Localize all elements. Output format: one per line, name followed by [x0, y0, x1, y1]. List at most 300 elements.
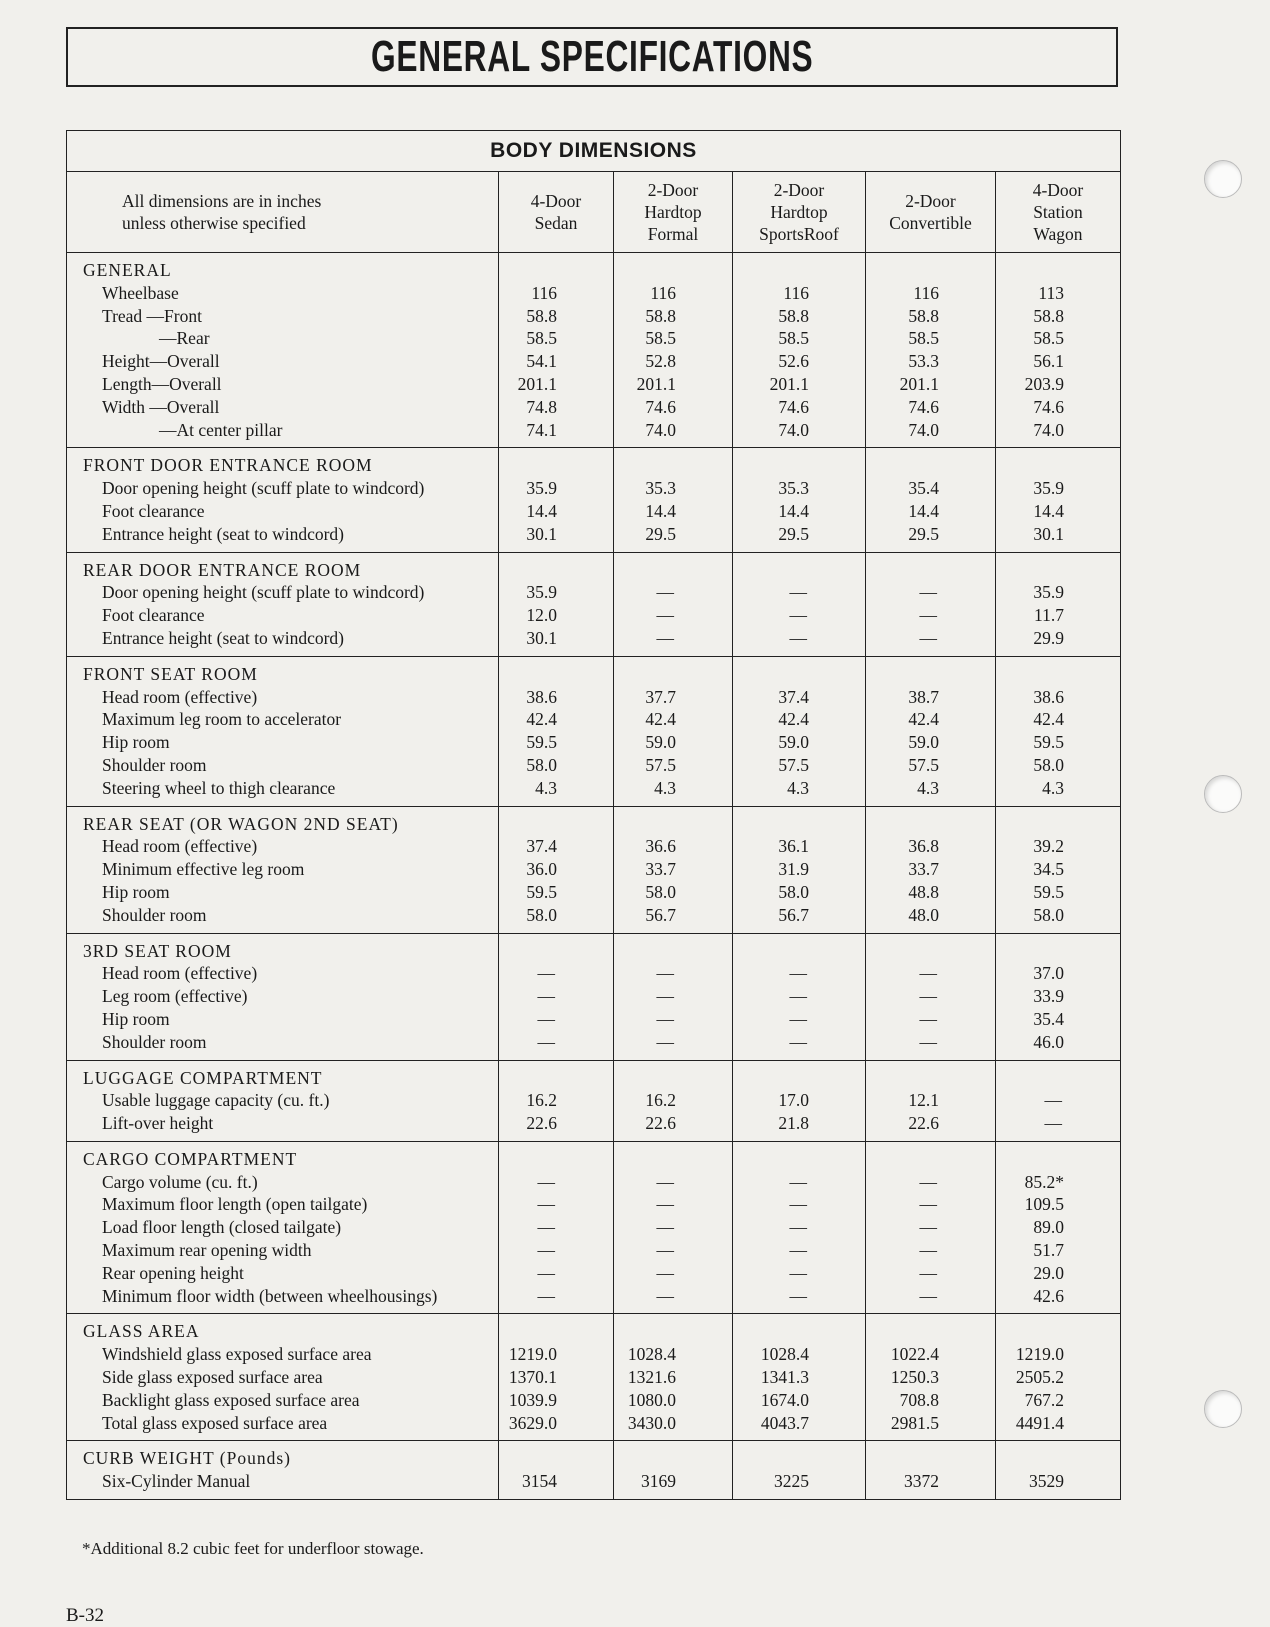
value-cell: —: [656, 582, 674, 603]
value-cell: 38.6: [526, 686, 557, 707]
value-column: [499, 1141, 614, 1314]
value-cell: 3430.0: [627, 1412, 676, 1433]
value-column: [614, 448, 733, 552]
section-labels: [67, 253, 499, 448]
value-cell: 58.5: [526, 328, 557, 349]
value-cell: 4.3: [654, 777, 676, 798]
section-title: REAR SEAT (OR WAGON 2ND SEAT): [83, 813, 399, 834]
value-column: [866, 806, 996, 933]
value-column: [733, 933, 866, 1060]
value-cell: 57.5: [778, 754, 809, 775]
value-cell: —: [656, 1194, 674, 1215]
value-column: [733, 656, 866, 806]
value-cell: 58.0: [1033, 754, 1064, 775]
value-cell: 4.3: [1042, 777, 1064, 798]
value-cell: 42.4: [1033, 709, 1064, 730]
section-labels: [67, 1060, 499, 1141]
section-title: 3RD SEAT ROOM: [83, 940, 232, 961]
value-cell: 56.7: [778, 904, 809, 925]
value-cell: 109.5: [1024, 1194, 1064, 1215]
row-label: Cargo volume (cu. ft.): [102, 1171, 258, 1192]
value-column: [866, 448, 996, 552]
row-label: Head room (effective): [102, 836, 258, 857]
value-column: [866, 933, 996, 1060]
value-cell: —: [656, 1285, 674, 1306]
value-cell: —: [919, 963, 937, 984]
value-cell: —: [537, 986, 555, 1007]
value-column: [614, 253, 733, 448]
value-column: [499, 806, 614, 933]
section-title: LUGGAGE COMPARTMENT: [83, 1067, 323, 1088]
value-cell: 46.0: [1033, 1031, 1064, 1052]
value-cell: 58.8: [526, 305, 557, 326]
value-cell: 1219.0: [508, 1344, 557, 1365]
column-header: 4-Door Station Wagon: [996, 172, 1121, 253]
section-labels: [67, 1441, 499, 1500]
value-cell: 74.6: [1033, 396, 1064, 417]
value-cell: —: [1044, 1113, 1062, 1134]
value-cell: 37.7: [645, 686, 676, 707]
value-cell: —: [919, 1194, 937, 1215]
value-cell: —: [919, 1171, 937, 1192]
value-cell: 42.4: [778, 709, 809, 730]
value-column: [866, 1141, 996, 1314]
value-cell: 74.0: [1033, 419, 1064, 440]
value-cell: 116: [650, 282, 676, 303]
value-cell: 14.4: [778, 500, 809, 521]
value-cell: 89.0: [1033, 1217, 1064, 1238]
value-cell: —: [537, 963, 555, 984]
value-cell: 53.3: [908, 351, 939, 372]
value-cell: —: [537, 1194, 555, 1215]
section-row: [67, 253, 1121, 448]
value-cell: 3169: [641, 1471, 676, 1492]
value-cell: 38.6: [1033, 686, 1064, 707]
value-column: [866, 253, 996, 448]
value-cell: 33.7: [645, 859, 676, 880]
value-cell: 35.9: [526, 582, 557, 603]
punch-hole: [1204, 160, 1242, 198]
value-cell: 12.0: [526, 605, 557, 626]
value-cell: 58.0: [645, 881, 676, 902]
value-cell: —: [789, 963, 807, 984]
section-title: CURB WEIGHT (Pounds): [83, 1448, 291, 1469]
value-cell: 1219.0: [1015, 1344, 1064, 1365]
value-column: [499, 253, 614, 448]
value-cell: —: [656, 1240, 674, 1261]
value-cell: —: [656, 1217, 674, 1238]
value-cell: 12.1: [908, 1090, 939, 1111]
value-cell: —: [789, 582, 807, 603]
value-cell: 1674.0: [760, 1389, 809, 1410]
value-cell: 36.6: [645, 836, 676, 857]
footnote: *Additional 8.2 cubic feet for underfloor stowage.: [82, 1539, 424, 1558]
row-label: Door opening height (scuff plate to windcord): [102, 582, 425, 603]
value-cell: 56.1: [1033, 351, 1064, 372]
row-label: Side glass exposed surface area: [102, 1367, 323, 1388]
value-column: [733, 253, 866, 448]
value-cell: 3154: [522, 1471, 557, 1492]
value-cell: 1250.3: [890, 1367, 939, 1388]
value-cell: 36.1: [778, 836, 809, 857]
value-column: [733, 806, 866, 933]
value-column: [499, 1060, 614, 1141]
value-cell: 74.8: [526, 396, 557, 417]
value-cell: 201.1: [899, 373, 939, 394]
value-cell: —: [537, 1240, 555, 1261]
value-cell: —: [656, 986, 674, 1007]
value-column: [866, 552, 996, 656]
value-cell: —: [789, 1217, 807, 1238]
column-header: 2-Door Convertible: [866, 172, 996, 253]
value-cell: 58.8: [908, 305, 939, 326]
value-cell: 1028.4: [760, 1344, 809, 1365]
value-cell: 1321.6: [627, 1367, 676, 1388]
value-cell: 85.2*: [1024, 1171, 1064, 1192]
value-cell: 57.5: [645, 754, 676, 775]
value-column: [733, 1141, 866, 1314]
value-column: [614, 1060, 733, 1141]
value-cell: 203.9: [1024, 373, 1064, 394]
value-cell: 59.0: [778, 732, 809, 753]
value-cell: 767.2: [1024, 1389, 1064, 1410]
row-label: Entrance height (seat to windcord): [102, 523, 344, 544]
section-labels: [67, 448, 499, 552]
value-cell: 1370.1: [508, 1367, 557, 1388]
value-cell: 201.1: [636, 373, 676, 394]
value-cell: 48.8: [908, 881, 939, 902]
value-cell: 33.9: [1033, 986, 1064, 1007]
value-cell: —: [789, 605, 807, 626]
section-row: [67, 1441, 1121, 1500]
row-label: Six-Cylinder Manual: [102, 1471, 251, 1492]
value-cell: 116: [531, 282, 557, 303]
value-cell: 16.2: [645, 1090, 676, 1111]
value-column: [499, 448, 614, 552]
value-cell: 4491.4: [1015, 1412, 1064, 1433]
table-title: BODY DIMENSIONS: [67, 131, 1121, 172]
value-column: [996, 1141, 1121, 1314]
value-cell: —: [537, 1171, 555, 1192]
section-title: FRONT DOOR ENTRANCE ROOM: [83, 455, 373, 476]
value-cell: 1341.3: [760, 1367, 809, 1388]
value-cell: 59.5: [1033, 881, 1064, 902]
value-cell: 1039.9: [508, 1389, 557, 1410]
value-cell: 22.6: [645, 1113, 676, 1134]
value-cell: —: [537, 1008, 555, 1029]
section-row: [67, 656, 1121, 806]
value-cell: 37.0: [1033, 963, 1064, 984]
page-title: GENERAL SPECIFICATIONS: [370, 32, 814, 81]
value-column: [614, 1141, 733, 1314]
value-column: [614, 806, 733, 933]
value-cell: —: [656, 1031, 674, 1052]
section-title: FRONT SEAT ROOM: [83, 663, 258, 684]
value-cell: —: [919, 1240, 937, 1261]
value-cell: 58.8: [778, 305, 809, 326]
value-cell: 74.6: [778, 396, 809, 417]
value-column: [866, 1314, 996, 1441]
value-cell: 22.6: [908, 1113, 939, 1134]
value-cell: —: [919, 1285, 937, 1306]
row-label: Hip room: [102, 881, 170, 902]
value-column: [996, 1441, 1121, 1500]
value-cell: 35.9: [1033, 582, 1064, 603]
value-cell: —: [789, 1194, 807, 1215]
value-cell: 29.9: [1033, 627, 1064, 648]
value-cell: 42.6: [1033, 1285, 1064, 1306]
value-cell: 37.4: [778, 686, 809, 707]
section-row: [67, 448, 1121, 552]
row-label: Windshield glass exposed surface area: [102, 1344, 372, 1365]
value-cell: —: [656, 605, 674, 626]
value-cell: 74.0: [778, 419, 809, 440]
row-label: Usable luggage capacity (cu. ft.): [102, 1090, 330, 1111]
value-cell: —: [537, 1217, 555, 1238]
value-cell: 4.3: [787, 777, 809, 798]
row-label: Hip room: [102, 1008, 170, 1029]
row-label: Entrance height (seat to windcord): [102, 627, 344, 648]
section-labels: [67, 806, 499, 933]
value-cell: 2505.2: [1015, 1367, 1064, 1388]
value-cell: 35.4: [908, 478, 939, 499]
value-column: [996, 448, 1121, 552]
value-cell: —: [789, 986, 807, 1007]
value-cell: —: [919, 1217, 937, 1238]
value-cell: 54.1: [526, 351, 557, 372]
section-title: GENERAL: [83, 260, 172, 280]
value-cell: 4.3: [535, 777, 557, 798]
value-cell: —: [789, 1031, 807, 1052]
row-label: Head room (effective): [102, 963, 258, 984]
row-label: Shoulder room: [102, 904, 207, 925]
value-cell: 37.4: [526, 836, 557, 857]
value-cell: 74.6: [908, 396, 939, 417]
row-label: Door opening height (scuff plate to windcord): [102, 478, 425, 499]
value-cell: 56.7: [645, 904, 676, 925]
value-cell: 3372: [904, 1471, 939, 1492]
row-label: Width —Overall: [102, 396, 220, 417]
value-cell: —: [919, 1008, 937, 1029]
value-cell: 1022.4: [890, 1344, 939, 1365]
value-cell: 58.8: [645, 305, 676, 326]
row-label: Total glass exposed surface area: [102, 1412, 328, 1433]
row-label: Tread —Front: [102, 305, 202, 326]
value-cell: 30.1: [1033, 523, 1064, 544]
value-cell: 31.9: [778, 859, 809, 880]
section-row: [67, 1060, 1121, 1141]
section-labels: [67, 933, 499, 1060]
punch-hole: [1204, 775, 1242, 813]
value-cell: 1028.4: [627, 1344, 676, 1365]
section-labels: [67, 552, 499, 656]
value-cell: —: [919, 605, 937, 626]
units-note: All dimensions are in inches unless otherwise specified: [67, 172, 499, 253]
value-column: [614, 933, 733, 1060]
value-column: [499, 552, 614, 656]
value-cell: —: [919, 627, 937, 648]
value-cell: 38.7: [908, 686, 939, 707]
value-cell: 116: [913, 282, 939, 303]
section-row: [67, 1314, 1121, 1441]
value-column: [996, 552, 1121, 656]
value-cell: 2981.5: [890, 1412, 939, 1433]
value-cell: —: [919, 582, 937, 603]
value-column: [733, 448, 866, 552]
row-label: Foot clearance: [102, 500, 205, 521]
value-cell: —: [789, 1285, 807, 1306]
value-cell: —: [789, 1262, 807, 1283]
value-cell: —: [656, 1171, 674, 1192]
value-cell: 116: [783, 282, 809, 303]
value-cell: —: [919, 1262, 937, 1283]
value-cell: 201.1: [769, 373, 809, 394]
column-header: 2-Door Hardtop Formal: [614, 172, 733, 253]
row-label: Hip room: [102, 732, 170, 753]
row-label: Steering wheel to thigh clearance: [102, 777, 336, 798]
row-label: Foot clearance: [102, 605, 205, 626]
value-cell: —: [537, 1031, 555, 1052]
value-cell: 58.0: [778, 881, 809, 902]
section-title: GLASS AREA: [83, 1321, 200, 1342]
row-label: Minimum effective leg room: [102, 859, 305, 880]
column-header: 2-Door Hardtop SportsRoof: [733, 172, 866, 253]
value-cell: 11.7: [1034, 605, 1064, 626]
value-cell: 14.4: [908, 500, 939, 521]
column-header: 4-Door Sedan: [499, 172, 614, 253]
row-label: Length—Overall: [102, 373, 222, 394]
value-column: [996, 806, 1121, 933]
page-number: B-32: [66, 1605, 104, 1626]
value-cell: 708.8: [899, 1389, 939, 1410]
value-cell: 16.2: [526, 1090, 557, 1111]
row-label: Wheelbase: [102, 282, 179, 303]
section-title: REAR DOOR ENTRANCE ROOM: [83, 559, 362, 580]
value-column: [733, 1060, 866, 1141]
value-cell: 30.1: [526, 627, 557, 648]
value-cell: 58.5: [778, 328, 809, 349]
value-cell: 17.0: [778, 1090, 809, 1111]
value-cell: 39.2: [1033, 836, 1064, 857]
value-cell: 29.5: [778, 523, 809, 544]
value-cell: 4043.7: [760, 1412, 809, 1433]
value-cell: 74.6: [645, 396, 676, 417]
value-column: [996, 656, 1121, 806]
value-cell: 58.5: [1033, 328, 1064, 349]
section-row: [67, 1141, 1121, 1314]
value-cell: 52.6: [778, 351, 809, 372]
row-label: Maximum floor length (open tailgate): [102, 1194, 368, 1215]
value-cell: —: [919, 986, 937, 1007]
value-column: [866, 1441, 996, 1500]
value-cell: 59.5: [1033, 732, 1064, 753]
punch-hole: [1204, 1390, 1242, 1428]
value-cell: —: [537, 1262, 555, 1283]
value-column: [866, 656, 996, 806]
value-cell: 51.7: [1033, 1240, 1064, 1261]
row-label: Rear opening height: [102, 1262, 244, 1283]
value-cell: 35.4: [1033, 1008, 1064, 1029]
value-cell: 74.0: [645, 419, 676, 440]
value-cell: 58.0: [526, 754, 557, 775]
column-header-row: [67, 172, 1121, 253]
value-cell: 14.4: [526, 500, 557, 521]
value-cell: 42.4: [526, 709, 557, 730]
value-cell: 59.0: [908, 732, 939, 753]
value-cell: 74.0: [908, 419, 939, 440]
value-cell: 113: [1038, 282, 1064, 303]
value-column: [499, 656, 614, 806]
value-column: [499, 1314, 614, 1441]
value-column: [614, 1314, 733, 1441]
value-cell: 58.5: [645, 328, 676, 349]
row-label: Height—Overall: [102, 351, 220, 372]
value-cell: 52.8: [645, 351, 676, 372]
section-row: [67, 806, 1121, 933]
value-cell: —: [656, 1008, 674, 1029]
section-labels: [67, 1141, 499, 1314]
value-cell: 35.3: [778, 478, 809, 499]
value-cell: 74.1: [526, 419, 557, 440]
value-cell: 201.1: [517, 373, 557, 394]
value-column: [866, 1060, 996, 1141]
value-column: [996, 933, 1121, 1060]
value-cell: 35.3: [645, 478, 676, 499]
value-cell: 59.0: [645, 732, 676, 753]
row-label: Backlight glass exposed surface area: [102, 1389, 360, 1410]
value-cell: —: [1044, 1090, 1062, 1111]
value-column: [614, 656, 733, 806]
value-cell: 59.5: [526, 732, 557, 753]
value-cell: 21.8: [778, 1113, 809, 1134]
value-cell: —: [537, 1285, 555, 1306]
section-labels: [67, 656, 499, 806]
value-cell: 59.5: [526, 881, 557, 902]
value-cell: 29.5: [908, 523, 939, 544]
value-cell: 36.8: [908, 836, 939, 857]
row-label: Maximum leg room to accelerator: [102, 709, 342, 730]
body-dimensions-table: [66, 130, 1121, 1500]
section-title: CARGO COMPARTMENT: [83, 1148, 298, 1169]
value-cell: 29.0: [1033, 1262, 1064, 1283]
value-cell: —: [656, 1262, 674, 1283]
value-cell: 1080.0: [627, 1389, 676, 1410]
value-column: [996, 253, 1121, 448]
value-cell: 34.5: [1033, 859, 1064, 880]
value-cell: 22.6: [526, 1113, 557, 1134]
value-cell: 3529: [1029, 1471, 1064, 1492]
value-cell: 58.0: [1033, 904, 1064, 925]
row-label: Leg room (effective): [102, 986, 248, 1007]
value-column: [499, 1441, 614, 1500]
row-label: Head room (effective): [102, 686, 258, 707]
value-column: [614, 552, 733, 656]
value-column: [614, 1441, 733, 1500]
value-cell: 30.1: [526, 523, 557, 544]
value-cell: 14.4: [1033, 500, 1064, 521]
value-cell: —: [789, 1008, 807, 1029]
section-row: [67, 933, 1121, 1060]
section-labels: [67, 1314, 499, 1441]
value-cell: 58.0: [526, 904, 557, 925]
row-label: Load floor length (closed tailgate): [102, 1217, 342, 1238]
value-cell: 14.4: [645, 500, 676, 521]
value-cell: —: [919, 1031, 937, 1052]
value-cell: 3225: [774, 1471, 809, 1492]
value-cell: 29.5: [645, 523, 676, 544]
value-cell: —: [789, 1171, 807, 1192]
value-cell: 35.9: [526, 478, 557, 499]
